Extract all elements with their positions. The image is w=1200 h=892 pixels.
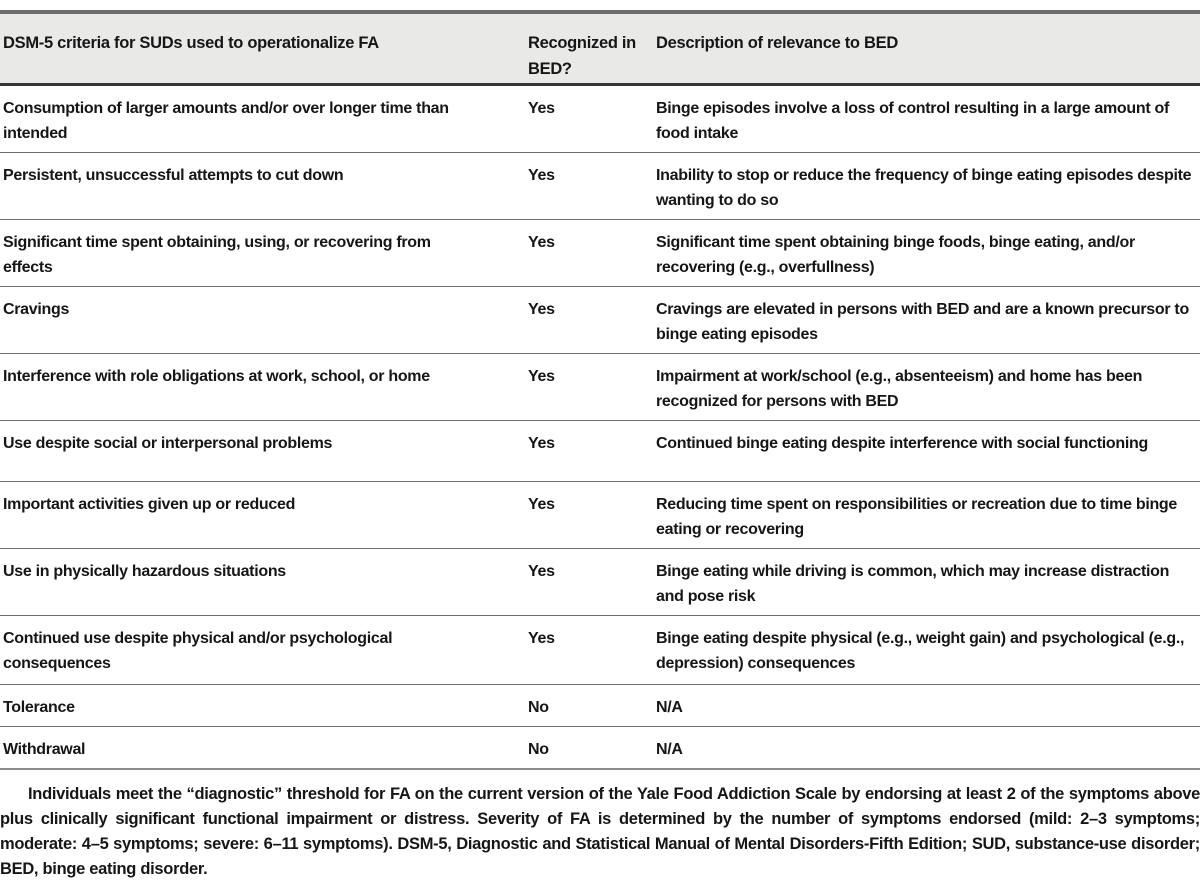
recognized-cell: Yes (510, 219, 656, 286)
criterion-cell: Withdrawal (0, 726, 510, 769)
criterion-cell: Consumption of larger amounts and/or over longer time than intended (3, 99, 449, 142)
criterion-cell: Important activities given up or reduced (0, 481, 510, 548)
criterion-cell: Significant time spent obtaining, using, or recovering from effects (0, 219, 510, 286)
criteria-table (0, 14, 1200, 770)
table-row (0, 152, 1200, 219)
table-row (0, 684, 1200, 726)
recognized-cell: No (510, 684, 656, 726)
table-body (0, 84, 1200, 769)
recognized-cell: Yes (510, 548, 656, 615)
description-cell: Reducing time spent on responsibilities or recreation due to time binge eating or recovering (656, 481, 1200, 548)
table-row (0, 84, 1200, 152)
description-cell: Impairment at work/school (e.g., absenteeism) and home has been recognized for persons with BED (656, 353, 1200, 420)
criterion-cell: Tolerance (0, 684, 510, 726)
table-row (0, 420, 1200, 481)
description-cell: Cravings are elevated in persons with BED and are a known precursor to binge eating episodes (656, 286, 1200, 353)
table-row (0, 481, 1200, 548)
description-cell: Inability to stop or reduce the frequency of binge eating episodes despite wanting to do so (656, 152, 1200, 219)
description-cell: Significant time spent obtaining binge foods, binge eating, and/or recovering (e.g., overfullness) (656, 219, 1200, 286)
table-row (0, 615, 1200, 684)
footnote-text: Individuals meet the “diagnostic” threshold for FA on the current version of the Yale Food Addiction Scale by endorsing at least 2 of the symptoms above plus clinically significant functional impairment or distress. Severity of FA is determined by the number of symptoms endorsed (mild: 2–3 symptoms; moderate: 4–5 symptoms; severe: 6–11 symptoms). DSM-5, Diagnostic and Statistical Manual of Mental Disorders-Fifth Edition; SUD, substance-use disorder; BED, binge eating disorder. (0, 784, 1200, 878)
description-cell: N/A (656, 684, 1200, 726)
description-cell: Continued binge eating despite interference with social functioning (656, 420, 1200, 481)
recognized-cell: Yes (510, 152, 656, 219)
header-recognized: Recognized in BED? (510, 14, 656, 84)
recognized-cell: Yes (510, 481, 656, 548)
recognized-cell: No (510, 726, 656, 769)
criterion-cell: Persistent, unsuccessful attempts to cut down (0, 152, 510, 219)
description-cell: Binge eating despite physical (e.g., weight gain) and psychological (e.g., depression) consequences (656, 615, 1200, 684)
table-row (0, 219, 1200, 286)
description-cell: N/A (656, 726, 1200, 769)
description-cell: Binge episodes involve a loss of control resulting in a large amount of food intake (656, 99, 1170, 142)
table-row (0, 548, 1200, 615)
criterion-cell: Interference with role obligations at work, school, or home (0, 353, 510, 420)
criterion-cell: Use despite social or interpersonal problems (0, 420, 510, 481)
table-row (0, 286, 1200, 353)
recognized-cell: Yes (510, 353, 656, 420)
table-header (0, 14, 1200, 84)
recognized-cell: Yes (510, 615, 656, 684)
recognized-cell: Yes (528, 99, 555, 117)
criterion-cell: Cravings (0, 286, 510, 353)
criterion-cell: Continued use despite physical and/or psychological consequences (0, 615, 510, 684)
table-row (0, 353, 1200, 420)
description-cell: Binge eating while driving is common, which may increase distraction and pose risk (656, 548, 1200, 615)
header-criteria: DSM-5 criteria for SUDs used to operationalize FA (0, 14, 510, 84)
header-description: Description of relevance to BED (656, 14, 1200, 84)
criterion-cell: Use in physically hazardous situations (0, 548, 510, 615)
table-row (0, 726, 1200, 769)
recognized-cell: Yes (510, 286, 656, 353)
recognized-cell: Yes (510, 420, 656, 481)
header-row (0, 14, 1200, 84)
